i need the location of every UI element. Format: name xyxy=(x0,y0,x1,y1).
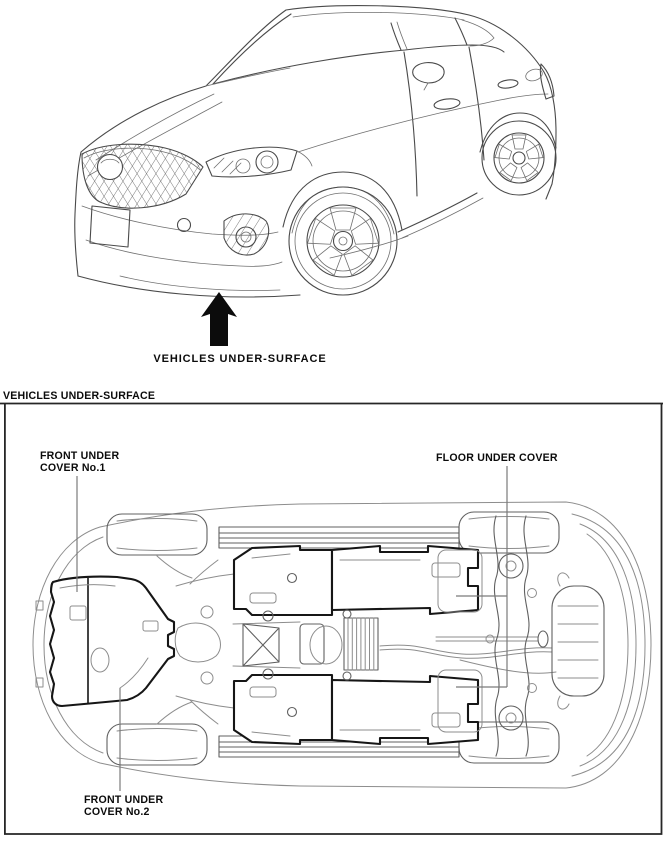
front-door-seam xyxy=(404,52,417,196)
rear-door-handle xyxy=(498,79,519,89)
air-dam xyxy=(120,276,280,290)
license-plate xyxy=(90,206,130,247)
callout-front-under-cover-no2 xyxy=(84,688,163,818)
rocker-line-inner xyxy=(402,198,483,238)
tire-rear-left xyxy=(107,724,207,765)
callout-no1-line1: FRONT UNDER xyxy=(40,450,120,462)
floor-panel-front-left xyxy=(234,546,332,615)
floor-panel-rear-right xyxy=(332,676,478,744)
underbody-art xyxy=(33,502,651,788)
callout-no2-line2: COVER No.2 xyxy=(84,806,150,818)
tire-front-right xyxy=(459,512,559,553)
front-door-handle xyxy=(433,97,460,110)
side-mirror xyxy=(413,63,444,90)
transmission xyxy=(344,618,378,670)
center-tunnel xyxy=(233,610,378,680)
callout-floor-label: FLOOR UNDER COVER xyxy=(436,452,558,464)
brand-badge xyxy=(98,155,123,180)
shoulder-crease xyxy=(298,94,548,152)
x-brace xyxy=(243,624,279,666)
undersurface-diagram xyxy=(0,388,670,841)
section-header: VEHICLES UNDER-SURFACE xyxy=(3,390,156,402)
cowl-line xyxy=(206,68,290,86)
quarter-window xyxy=(462,20,494,46)
floor-under-covers xyxy=(234,546,478,744)
rocker-line xyxy=(398,193,477,232)
rear-wheel-spokes xyxy=(495,135,543,181)
callout-no1-line2: COVER No.1 xyxy=(40,462,106,474)
roof-inner-line xyxy=(293,12,464,20)
muffler xyxy=(552,573,604,709)
floor-panel-rear-left xyxy=(234,675,332,744)
front-bumper-bottom xyxy=(78,276,300,297)
front-wheel xyxy=(289,187,397,295)
grille xyxy=(82,144,203,208)
front-wheel-spokes xyxy=(308,208,379,275)
up-arrow-icon xyxy=(201,292,237,346)
callout-front-under-cover-no1 xyxy=(40,450,119,592)
vehicle-exterior-figure xyxy=(0,0,670,382)
rear-wheel xyxy=(482,121,556,195)
car-line-art xyxy=(75,6,556,297)
front-arch-lip xyxy=(292,187,394,234)
rear-suspension xyxy=(494,516,537,756)
tow-eye xyxy=(178,219,191,232)
front-crossmember xyxy=(175,623,220,662)
fog-lamp xyxy=(224,214,269,255)
rear-bumper-arc-1 xyxy=(572,514,645,776)
beltline xyxy=(213,45,504,84)
a-pillar-inner xyxy=(213,14,291,84)
front-fender-arch xyxy=(283,172,402,230)
b-pillar xyxy=(391,23,401,50)
headlight xyxy=(206,147,312,177)
floor-panel-front-right xyxy=(332,546,478,614)
tire-front-left xyxy=(107,514,207,555)
undersurface-caption: VEHICLES UNDER-SURFACE xyxy=(153,353,327,365)
front-under-cover xyxy=(50,577,174,706)
rocker-sill-top xyxy=(219,527,459,548)
rear-stabilizer xyxy=(460,660,556,673)
callout-no2-line1: FRONT UNDER xyxy=(84,794,164,806)
c-pillar xyxy=(455,18,467,45)
driveshaft xyxy=(436,631,548,647)
